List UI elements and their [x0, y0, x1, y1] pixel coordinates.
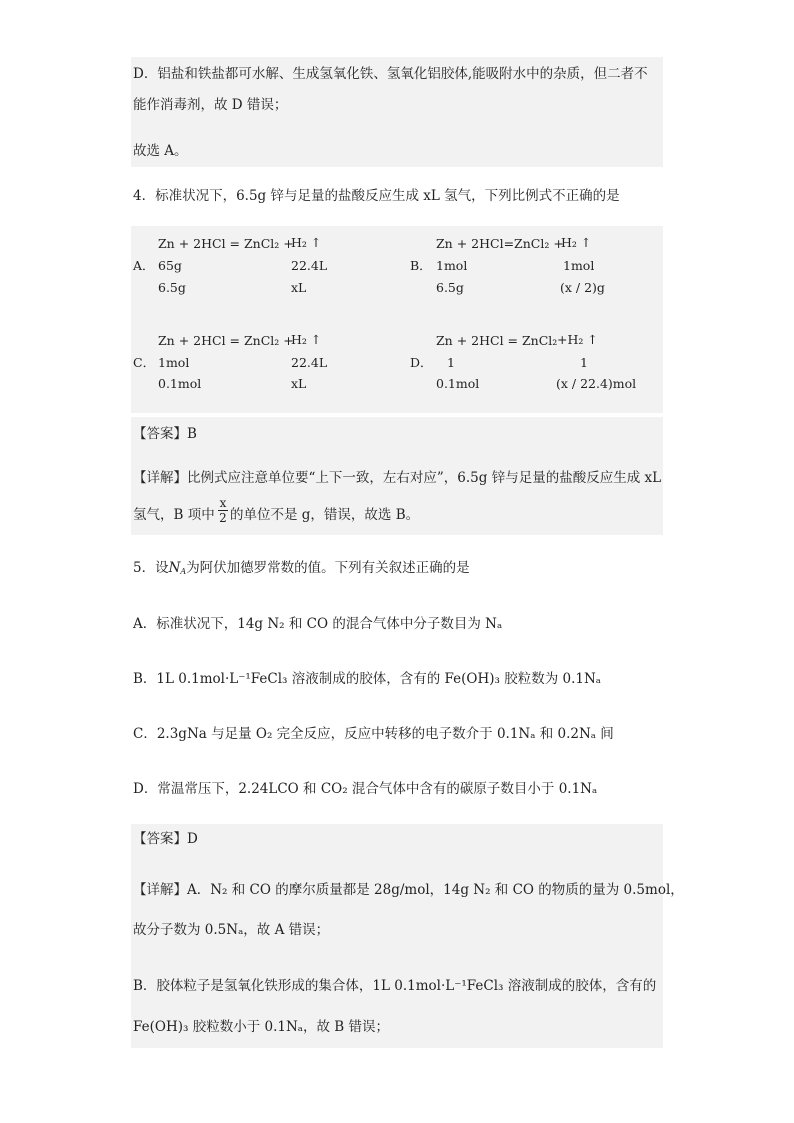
option-label: A． — [133, 258, 155, 273]
q4-detail-line: 的单位不是 g，错误，故选 B。 — [230, 507, 420, 523]
text-line: D．铝盐和铁盐都可水解、生成氢氧化铁、氢氧化铝胶体,能吸附水中的杂质，但二者不 — [133, 66, 648, 82]
q5-option-a[interactable]: A．标准状况下，14g N₂ 和 CO 的混合气体中分子数目为 Nₐ — [133, 616, 503, 632]
q5-detail-line: 故分子数为 0.5Nₐ，故 A 错误； — [133, 922, 330, 938]
ratio-cell: 65g — [158, 258, 182, 273]
q5-answer: 【答案】D — [133, 831, 198, 847]
q5-detail-line: Fe(OH)₃ 胶粒数小于 0.1Nₐ，故 B 错误； — [133, 1019, 389, 1035]
q5-option-d[interactable]: D．常温常压下，2.24LCO 和 CO₂ 混合气体中含有的碳原子数目小于 0.1Nₐ — [133, 781, 598, 797]
ratio-cell: (x / 2)g — [560, 280, 605, 295]
q5-detail-line: 【详解】A．N₂ 和 CO 的摩尔质量都是 28g/mol，14g N₂ 和 CO 的物质的量为 0.5mol， — [133, 882, 684, 898]
option-label: D． — [410, 355, 433, 370]
text-line: 能作消毒剂，故 D 错误； — [133, 97, 288, 113]
q5-option-b[interactable]: B．1L 0.1mol·L⁻¹FeCl₃ 溶液制成的胶体，含有的 Fe(OH)₃ 胶粒数为 0.1Nₐ — [133, 671, 602, 687]
question-5-stem: 5．设$N_A$为阿伏加德罗常数的值。下列有关叙述正确的是 — [133, 560, 470, 576]
ratio-cell: 1 — [447, 355, 455, 370]
ratio-cell: 1mol — [563, 258, 595, 273]
q5-option-c[interactable]: C．2.3gNa 与足量 O₂ 完全反应，反应中转移的电子数介于 0.1Nₐ 和 0.2Nₐ 间 — [133, 726, 614, 742]
ratio-cell: 6.5g — [158, 280, 186, 295]
ratio-cell: xL — [291, 376, 307, 391]
q4-answer: 【答案】B — [133, 426, 197, 442]
fraction-denominator: 2 — [219, 511, 227, 525]
equation-h2: H₂ ↑ — [561, 235, 592, 250]
question-4-stem: 4．标准状况下，6.5g 锌与足量的盐酸反应生成 xL 氢气，下列比例式不正确的是 — [133, 188, 620, 204]
q5-detail-line: B．胶体粒子是氢氧化铁形成的集合体，1L 0.1mol·L⁻¹FeCl₃ 溶液制成的胶体，含有的 — [133, 978, 657, 994]
ratio-cell: 0.1mol — [158, 376, 202, 391]
equation-h2: +H₂ ↑ — [557, 332, 598, 347]
ratio-cell: 6.5g — [436, 280, 464, 295]
option-label: B． — [410, 258, 432, 273]
equation: Zn + 2HCl = ZnCl₂ + — [158, 333, 294, 348]
ratio-cell: 22.4L — [291, 355, 328, 370]
fraction-numerator: x — [219, 496, 227, 510]
q4-detail-line: 【详解】比例式应注意单位要“上下一致，左右对应”，6.5g 锌与足量的盐酸反应生成 xL — [133, 470, 662, 486]
equation: Zn + 2HCl = ZnCl₂ + — [158, 236, 294, 251]
fraction-x-over-2 — [218, 497, 228, 524]
equation-h2: H₂ ↑ — [291, 235, 322, 250]
ratio-cell: 1mol — [436, 258, 468, 273]
ratio-cell: 1 — [580, 355, 588, 370]
ratio-cell: (x / 22.4)mol — [556, 376, 637, 391]
option-label: C． — [133, 355, 156, 370]
ratio-cell: 1mol — [158, 355, 190, 370]
equation: Zn + 2HCl = ZnCl₂ — [436, 333, 558, 348]
q4-detail-line: 氢气，B 项中 — [133, 507, 215, 523]
ratio-cell: 0.1mol — [436, 376, 480, 391]
text-line: 故选 A。 — [133, 143, 188, 159]
equation: Zn + 2HCl=ZnCl₂ + — [436, 236, 564, 251]
equation-h2: H₂ ↑ — [291, 332, 322, 347]
ratio-cell: 22.4L — [291, 258, 328, 273]
ratio-cell: xL — [291, 280, 307, 295]
